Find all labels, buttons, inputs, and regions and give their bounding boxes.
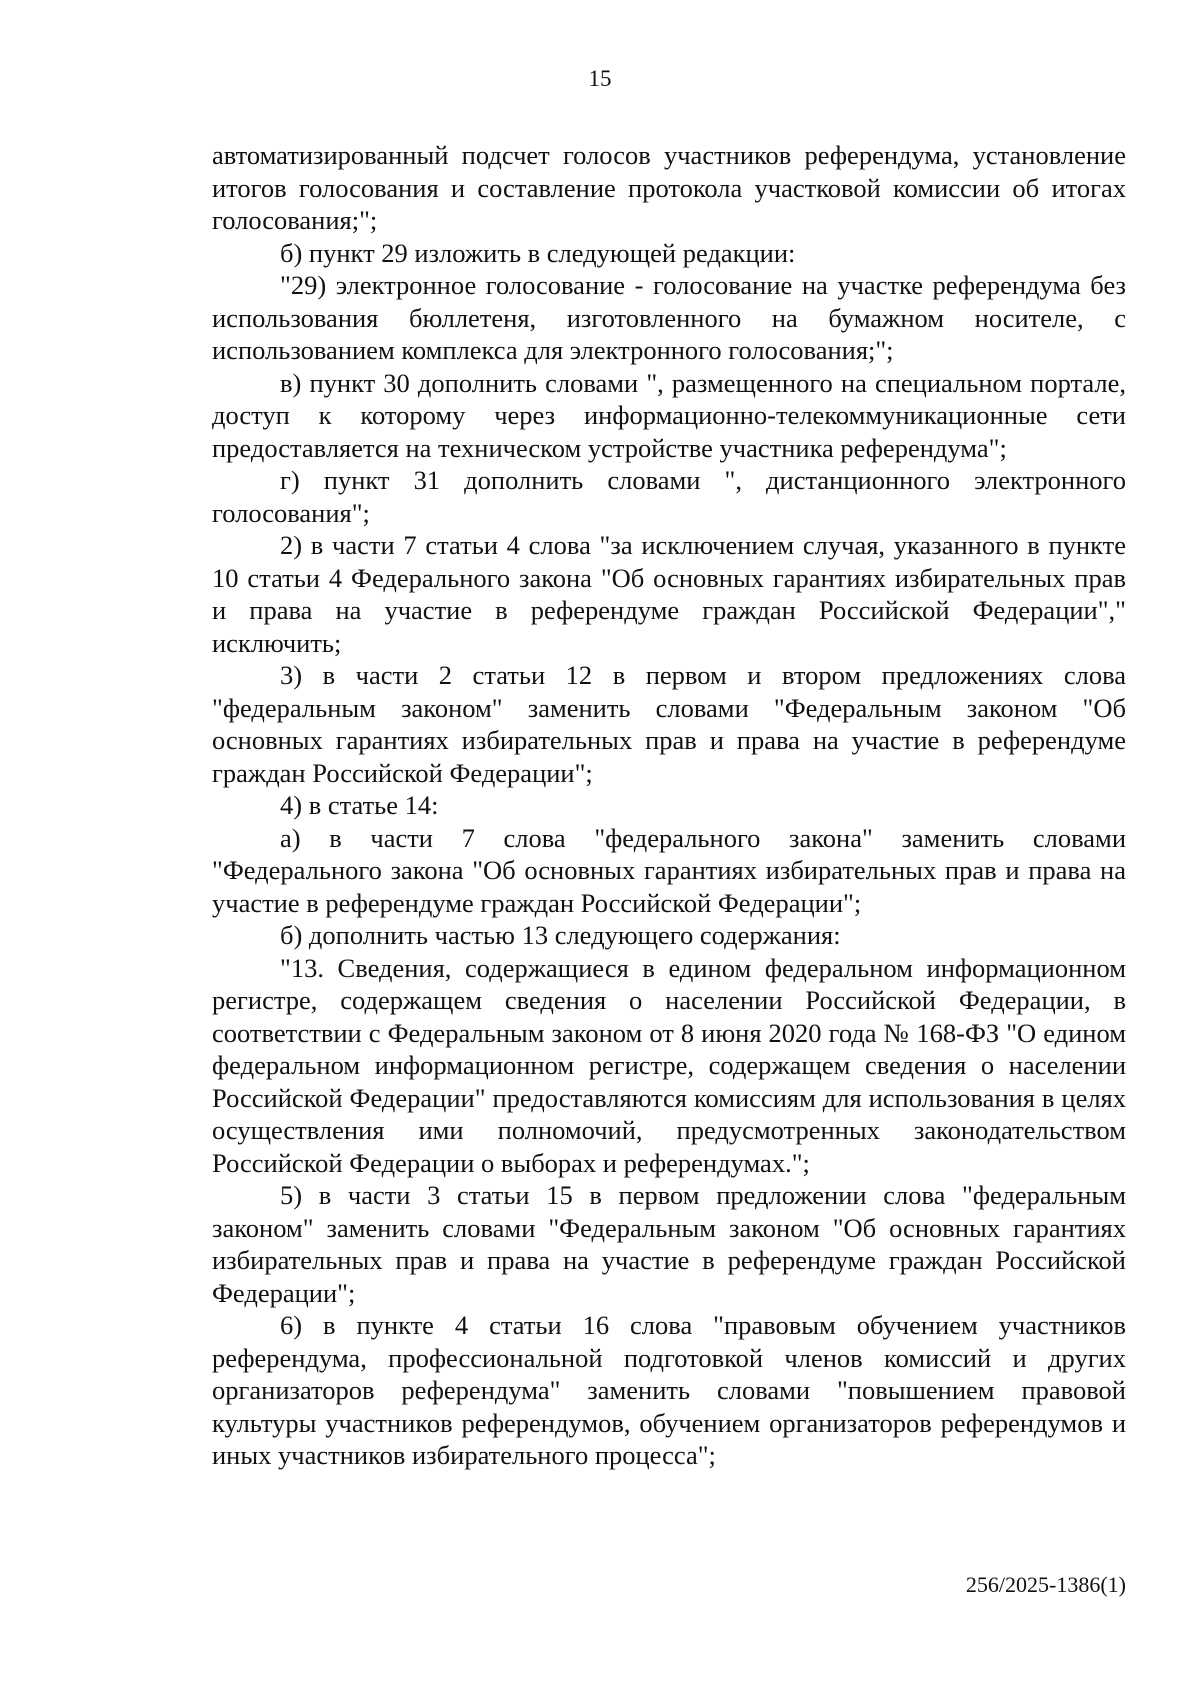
paragraph-item-5: 5) в части 3 статьи 15 в первом предложении слова "федеральным законом" заменить словами "Федеральным законом "Об основных гарантиях избирательных прав и права на участие в референдуме граждан Российской Федерации"; bbox=[212, 1180, 1126, 1308]
paragraph-item-4: 4) в статье 14: bbox=[280, 790, 439, 820]
paragraph-item-v-30: в) пункт 30 дополнить словами ", размещенного на специальном портале, доступ к которому через информационно-телекоммуникационные сети предоставляется на техническом устройстве участника референдума"; bbox=[212, 367, 1126, 463]
paragraph-item-4a: а) в части 7 слова "федерального закона" заменить словами "Федерального закона "Об основных гарантиях избирательных прав и права на участие в референдуме граждан Российской Федерации"; bbox=[212, 822, 1126, 918]
paragraph-item-b-29: б) пункт 29 изложить в следующей редакции: bbox=[280, 237, 796, 268]
paragraph-quote-29: "29) электронное голосование - голосование на участке референдума без использования бюллетеня, изготовленного на бумажном носителе, с использованием комплекса для электронного голосования;"; bbox=[212, 270, 1126, 365]
document-id: 256/2025-1386(1) bbox=[965, 1572, 1126, 1597]
paragraph-item-g-31: г) пункт 31 дополнить словами ", дистанционного электронного голосования"; bbox=[212, 465, 1126, 528]
paragraph-item-4b: б) дополнить частью 13 следующего содержания: bbox=[280, 920, 841, 950]
page-number: 15 bbox=[588, 66, 612, 91]
paragraph-continuation: автоматизированный подсчет голосов участников референдума, установление итогов голосования и составление протокола участковой комиссии об итогах голосования;"; bbox=[212, 140, 1126, 235]
document-body bbox=[212, 139, 1126, 1472]
paragraph-item-2: 2) в части 7 статьи 4 слова "за исключением случая, указанного в пункте 10 статьи 4 Федерального закона "Об основных гарантиях избирательных прав и права на участие в референдуме граждан Российской Федерации"," исключить; bbox=[212, 530, 1126, 658]
paragraph-item-3: 3) в части 2 статьи 12 в первом и втором предложениях слова "федеральным законом" заменить словами "Федеральным законом "Об основных гарантиях избирательных прав и права на участие в референдуме граждан Российской Федерации"; bbox=[212, 660, 1126, 788]
paragraph-item-6: 6) в пункте 4 статьи 16 слова "правовым обучением участников референдума, профессиональной подготовкой членов комиссий и других организаторов референдума" заменить словами "повышением правовой культуры участников референдумов, обучением организаторов референдумов и иных участников избирательного процесса"; bbox=[212, 1310, 1126, 1470]
paragraph-quote-13: "13. Сведения, содержащиеся в едином федеральном информационном регистре, содержащем сведения о населении Российской Федерации, в соответствии с Федеральным законом от 8 июня 2020 года № 168-ФЗ "О едином федеральном информационном регистре, содержащем сведения о населении Российской Федерации" предоставляются комиссиям для использования в целях осуществления ими полномочий, предусмотренных законодательством Российской Федерации о выборах и референдумах."; bbox=[212, 952, 1126, 1178]
